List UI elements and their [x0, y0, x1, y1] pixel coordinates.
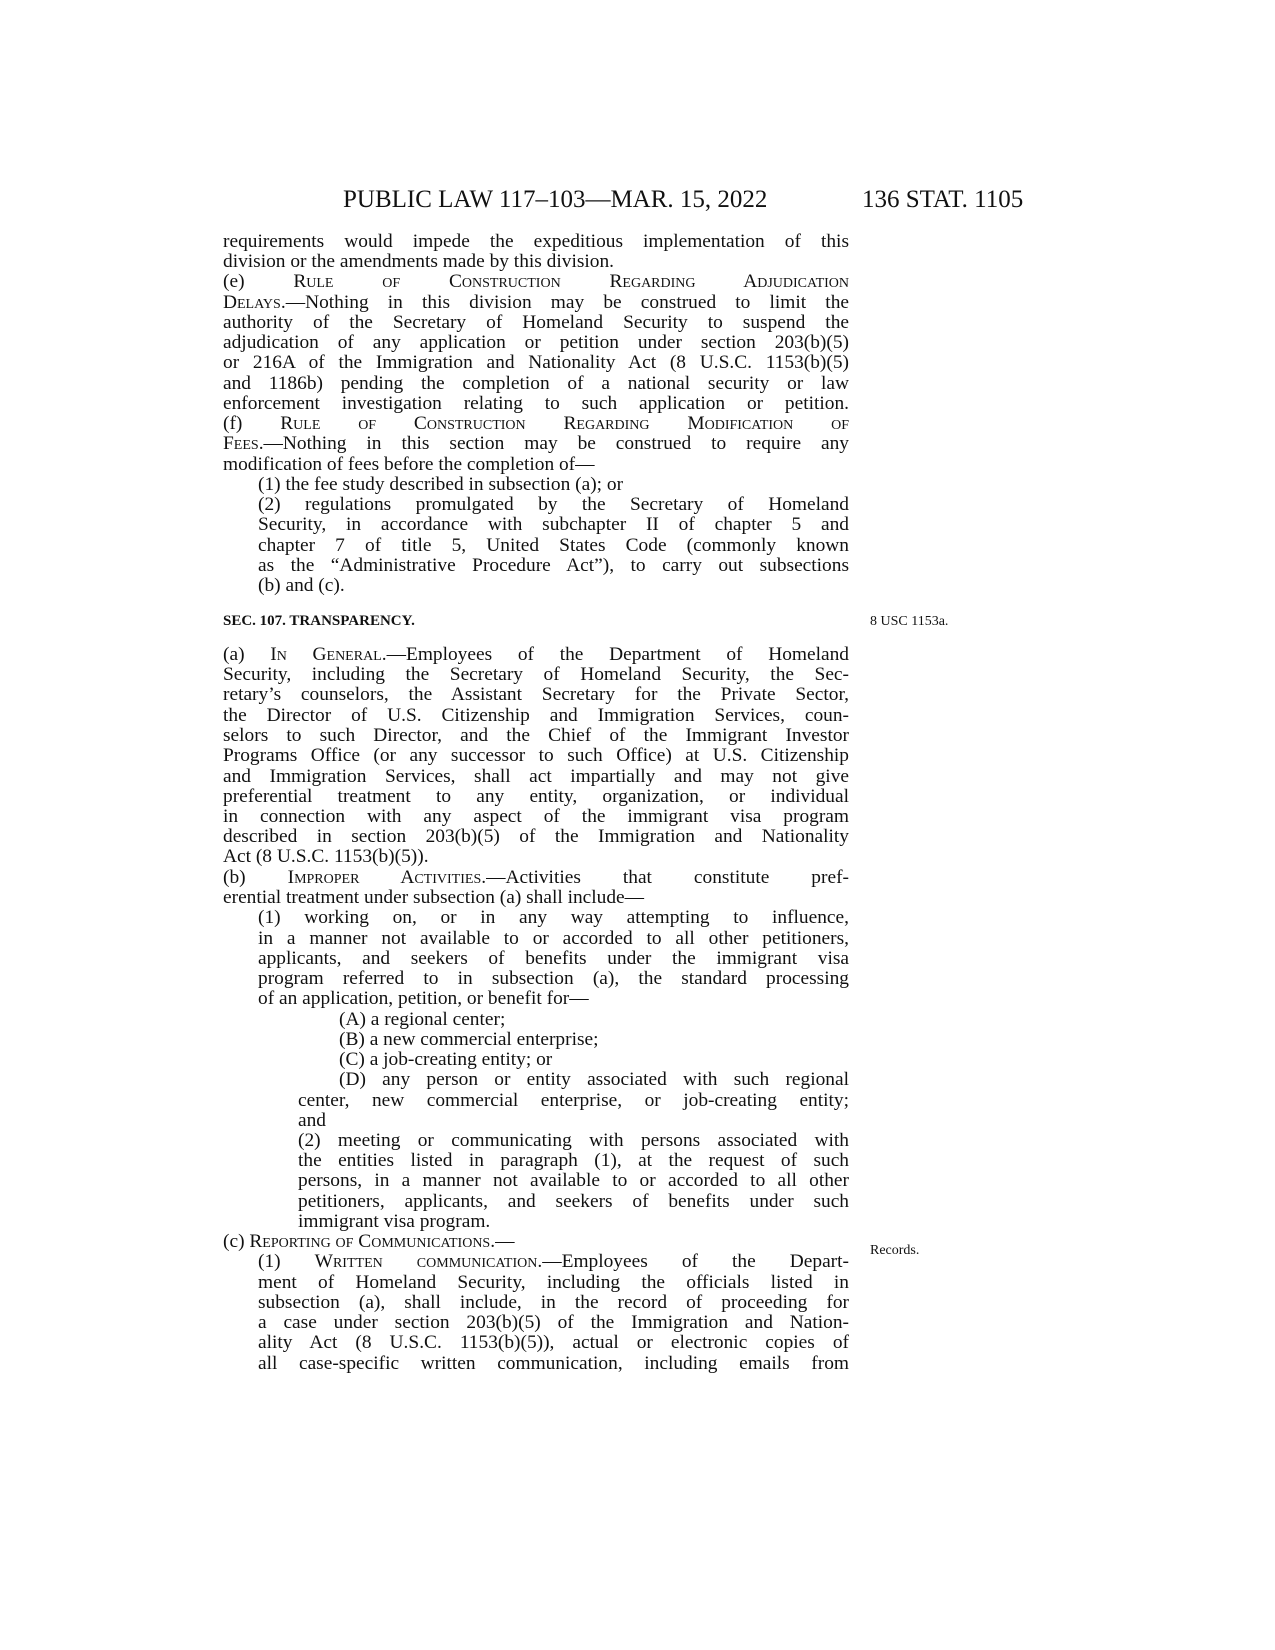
text-line: retary’s counselors, the Assistant Secretary for the Private Sector,: [223, 684, 849, 705]
section-heading: SEC. 107. TRANSPARENCY.: [223, 613, 415, 629]
text-line: the Director of U.S. Citizenship and Immigration Services, coun-: [223, 705, 849, 726]
text-line: ment of Homeland Security, including the officials listed in: [258, 1272, 849, 1293]
text-line: (B) a new commercial enterprise;: [339, 1029, 599, 1050]
text-line: a case under section 203(b)(5) of the Immigration and Nation-: [258, 1312, 849, 1333]
text-line: (1) Written communication.—Employees of the Depart-: [258, 1251, 849, 1272]
text-line: immigrant visa program.: [298, 1211, 491, 1232]
text-line: Programs Office (or any successor to such Office) at U.S. Citizenship: [223, 745, 849, 766]
text-line: or 216A of the Immigration and Nationality Act (8 U.S.C. 1153(b)(5): [223, 352, 849, 373]
text-line: Security, including the Secretary of Homeland Security, the Sec-: [223, 664, 849, 685]
text-line: (A) a regional center;: [339, 1009, 506, 1030]
text-line: ality Act (8 U.S.C. 1153(b)(5)), actual or electronic copies of: [258, 1332, 849, 1353]
text-line: the entities listed in paragraph (1), at the request of such: [298, 1150, 849, 1171]
text-line: (D) any person or entity associated with such regional: [339, 1069, 849, 1090]
text-line: in a manner not available to or accorded to all other petitioners,: [258, 928, 849, 949]
text-line: (f) Rule of Construction Regarding Modification of: [223, 413, 849, 434]
text-line: (a) In General.—Employees of the Department of Homeland: [223, 644, 849, 665]
text-line: (2) regulations promulgated by the Secretary of Homeland: [258, 494, 849, 515]
text-line: and Immigration Services, shall act impartially and may not give: [223, 766, 849, 787]
text-line: (b) and (c).: [258, 575, 345, 596]
text-line: enforcement investigation relating to such application or petition.: [223, 393, 849, 414]
text-line: (1) the fee study described in subsection (a); or: [258, 474, 624, 495]
margin-note-usc: 8 USC 1153a.: [870, 614, 949, 629]
text-line: chapter 7 of title 5, United States Code (commonly known: [258, 535, 849, 556]
text-line: program referred to in subsection (a), the standard processing: [258, 968, 849, 989]
text-line: division or the amendments made by this division.: [223, 251, 615, 272]
text-line: adjudication of any application or petition under section 203(b)(5): [223, 332, 849, 353]
text-line: erential treatment under subsection (a) shall include—: [223, 887, 645, 908]
text-line: (1) working on, or in any way attempting to influence,: [258, 907, 849, 928]
text-line: described in section 203(b)(5) of the Immigration and Nationality: [223, 826, 849, 847]
text-line: in connection with any aspect of the immigrant visa program: [223, 806, 849, 827]
text-line: requirements would impede the expeditious implementation of this: [223, 231, 849, 252]
text-line: (b) Improper Activities.—Activities that constitute pref-: [223, 867, 849, 888]
text-line: modification of fees before the completion of—: [223, 454, 595, 475]
text-line: (e) Rule of Construction Regarding Adjudication: [223, 271, 850, 292]
text-line: Act (8 U.S.C. 1153(b)(5)).: [223, 846, 429, 867]
margin-note-records: Records.: [870, 1243, 920, 1258]
text-line: and 1186b) pending the completion of a national security or law: [223, 373, 849, 394]
text-line: petitioners, applicants, and seekers of benefits under such: [298, 1191, 849, 1212]
text-line: of an application, petition, or benefit for—: [258, 988, 589, 1009]
text-line: preferential treatment to any entity, organization, or individual: [223, 786, 849, 807]
text-line: (C) a job-creating entity; or: [339, 1049, 553, 1070]
text-line: as the “Administrative Procedure Act”), to carry out subsections: [258, 555, 849, 576]
text-line: center, new commercial enterprise, or job-creating entity;: [298, 1090, 849, 1111]
running-header-law: PUBLIC LAW 117–103—MAR. 15, 2022: [343, 186, 768, 213]
text-line: subsection (a), shall include, in the record of proceeding for: [258, 1292, 849, 1313]
text-line: authority of the Secretary of Homeland Security to suspend the: [223, 312, 849, 333]
text-line: (2) meeting or communicating with persons associated with: [298, 1130, 849, 1151]
text-line: persons, in a manner not available to or accorded to all other: [298, 1170, 849, 1191]
text-line: Fees.—Nothing in this section may be construed to require any: [223, 433, 849, 454]
text-line: Delays.—Nothing in this division may be construed to limit the: [223, 292, 849, 313]
text-line: and: [298, 1110, 326, 1131]
text-line: all case-specific written communication, including emails from: [258, 1353, 849, 1374]
text-line: selors to such Director, and the Chief of the Immigrant Investor: [223, 725, 849, 746]
running-header-stat: 136 STAT. 1105: [862, 186, 1024, 213]
text-line: (c) Reporting of Communications.—: [223, 1231, 515, 1252]
text-line: Security, in accordance with subchapter II of chapter 5 and: [258, 514, 849, 535]
text-line: applicants, and seekers of benefits under the immigrant visa: [258, 948, 849, 969]
